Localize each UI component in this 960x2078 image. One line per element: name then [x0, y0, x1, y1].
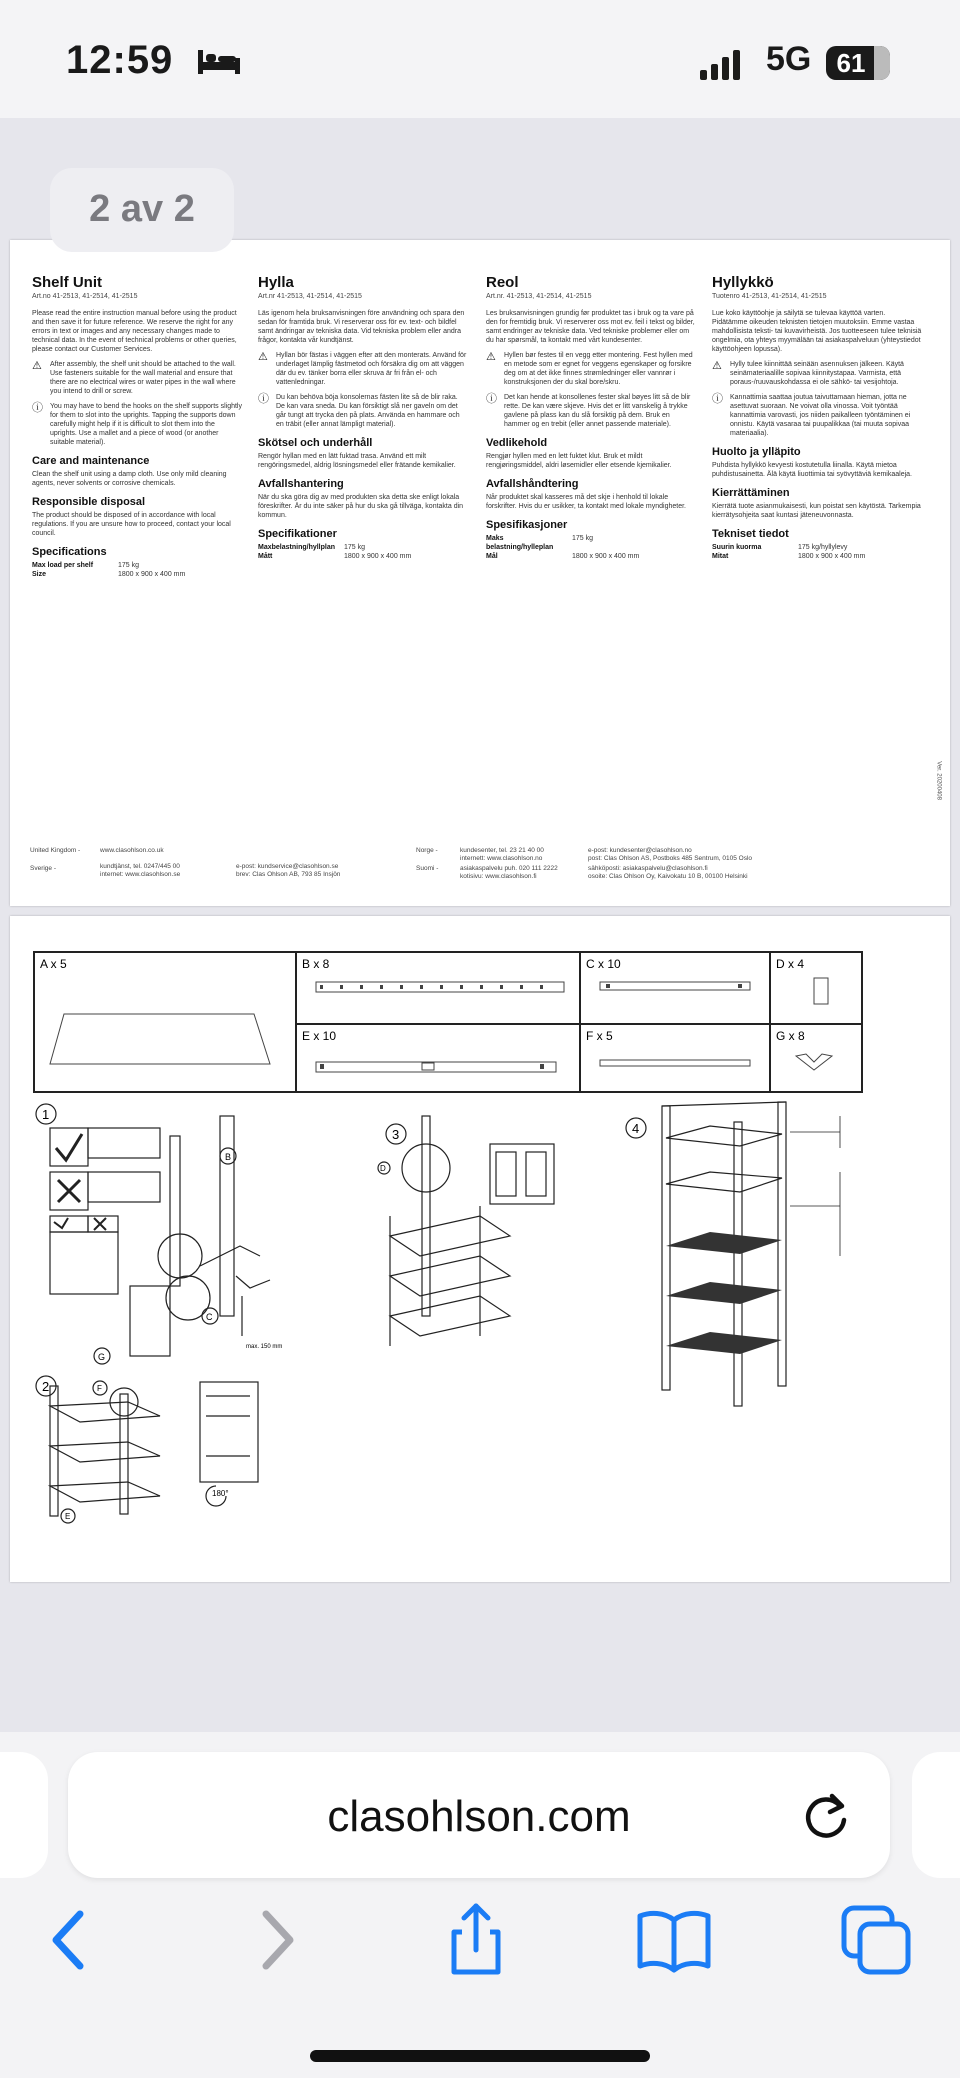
care-heading: Vedlikehold — [486, 437, 548, 449]
max-height-note: max. 150 mm — [246, 1344, 283, 1350]
column-swedish — [258, 274, 468, 561]
spec-value: 175 kg — [344, 544, 366, 551]
sleep-focus-icon — [196, 48, 242, 76]
care-heading: Care and maintenance — [32, 455, 150, 467]
bookmarks-icon[interactable] — [634, 1900, 714, 1980]
info-note — [32, 402, 242, 447]
spec-row — [258, 543, 468, 552]
contact-footer — [30, 846, 930, 886]
beam-e — [316, 1062, 556, 1072]
disposal-text: När du ska göra dig av med produkten ska detta ske enligt lokala föreskrifter. Är du inte säker på hur du ska gå tillväga, kontakta din kommun. — [258, 494, 464, 519]
warning-icon: ⚠ — [258, 351, 268, 363]
care-text: Puhdista hyllykkö kevyesti kostutetulla liinalla. Käytä mietoa puhdistusainetta. Älä käytä liuottimia tai syövyttäviä kemikaaleja. — [712, 462, 912, 478]
spec-heading: Specifications — [32, 546, 107, 558]
warning-note — [258, 351, 468, 387]
contact-line: internett: www.clasohlson.no — [460, 855, 543, 862]
callout-b: B — [225, 1152, 232, 1162]
disposal-text: The product should be disposed of in accordance with local regulations. If you are unsure how to proceed, contact your local council. — [32, 512, 231, 537]
column-english — [32, 274, 242, 579]
parts-grid — [34, 952, 862, 1092]
spec-value: 175 kg/hyllylevy — [798, 544, 848, 551]
intro-text: Les bruksanvisningen grundig før produktet tas i bruk og ta vare på den for fremtidig bruk. Vi reserverer oss mot ev. feil i tekst og bilder, samt endringer av tekniske data. Ved tekniske problemer eller om du har spørsmål, ta kontakt med vårt kundesenter. — [486, 310, 695, 344]
info-icon: ⓘ — [258, 393, 269, 405]
spec-row — [486, 552, 696, 561]
contact-line: sähköposti: asiakaspalvelu@clasohlson.fi — [588, 865, 708, 872]
previous-tab-peek[interactable] — [0, 1752, 48, 1878]
tabs-icon[interactable] — [836, 1900, 916, 1980]
pdf-page-2 — [10, 916, 950, 1582]
spec-label: Max load per shelf — [32, 562, 94, 569]
beam-f — [600, 1060, 750, 1066]
country-label: Suomi - — [416, 865, 439, 872]
assembly-diagram — [10, 916, 950, 1582]
warning-text: After assembly, the shelf unit should be attached to the wall. Use fasteners suitable for the wall material and ensure that there are no electrical wires or water pipes in the wall where you intend to drill or screw. — [50, 361, 236, 395]
spec-label: Suurin kuorma — [712, 544, 762, 551]
step-4-figure — [626, 1102, 786, 1406]
spec-value: 1800 x 900 x 400 mm — [344, 553, 412, 560]
column-title: Hylla — [258, 274, 294, 291]
info-icon: ⓘ — [712, 393, 723, 405]
battery-level: 61 — [836, 48, 866, 78]
status-bar — [0, 0, 960, 118]
contact-line: internet: www.clasohlson.se — [100, 871, 181, 878]
part-a-label: A x 5 — [40, 957, 67, 971]
info-note — [486, 393, 696, 429]
spec-label: Mål — [486, 553, 498, 560]
warning-text: Hyllan bör fästas i väggen efter att den monterats. Använd för underlaget lämplig fästmetod och försäkra dig om att väggen där du ev. tänker borra eller skruva är fri från el- och vattenledningar. — [276, 352, 467, 386]
column-finnish — [712, 274, 922, 561]
part-g-label: G x 8 — [776, 1029, 805, 1043]
page-indicator — [50, 168, 234, 252]
spec-row — [486, 534, 696, 552]
next-tab-peek[interactable] — [912, 1752, 960, 1878]
column-title: Shelf Unit — [32, 274, 102, 291]
disposal-heading: Avfallshåndtering — [486, 478, 579, 490]
spec-row — [32, 561, 242, 570]
spec-value: 175 kg — [118, 562, 140, 569]
contact-line: post: Clas Ohlson AS, Postboks 485 Sentrum, 0105 Oslo — [588, 855, 753, 862]
intro-text: Läs igenom hela bruksanvisningen före användning och spara den sedan för framtida bruk. Vi reserverar oss för ev. text- och bildfel samt ändringar av tekniska data. Vid tekniska problem eller andra frågor, kontakta vår kundtjänst. — [258, 310, 465, 344]
info-text: Du kan behöva böja konsolernas fästen lite så de blir raka. De kan vara sneda. Du kan försiktigt slå ner gaveln om det går tungt att trycka den på plats. Använda en hammare och en träbit (eller annat lämpligt material). — [276, 394, 460, 428]
disposal-text: Kierrätä tuote asianmukaisesti, kun poistat sen käytöstä. Tarkempia kierrätysohjeita saat kuntasi jäteneuvonnasta. — [712, 503, 921, 519]
spec-heading: Specifikationer — [258, 528, 337, 540]
address-bar[interactable] — [68, 1752, 890, 1878]
care-text: Rengör hyllan med en lätt fuktad trasa. Använd ett milt rengöringsmedel, aldrig lösningsmedel eller frätande kemikalier. — [258, 453, 456, 469]
callout-f: F — [97, 1384, 102, 1393]
info-text: Kannattimia saattaa joutua taivuttamaan hieman, jotta ne asettuvat suoraan. Ne voivat olla vinossa. Voit työntää kannattimia varovasti, jos niiden paikalleen työntäminen ei onnistu. Käytä vasaraa tai puupalikkaa (tai muuta sopivaa materiaalia). — [730, 394, 911, 437]
warning-icon: ⚠ — [712, 360, 722, 372]
spec-label: Mitat — [712, 553, 729, 560]
spec-value: 175 kg — [572, 535, 594, 542]
step-3-number: 3 — [392, 1127, 400, 1142]
contact-line: asiakaspalvelu puh. 020 111 2222 — [460, 865, 558, 872]
page-indicator-text: 2 av 2 — [89, 188, 195, 230]
spec-label: Mått — [258, 553, 273, 560]
warning-text: Hyllen bør festes til en vegg etter montering. Fest hyllen med en metode som er egnet for veggens egenskaper og forsikre deg om at det ikke finnes strømledninger eller vannrør i konstruksjonen der du skal bore/skru. — [504, 352, 693, 386]
spec-label: Maks belastning/hylleplan — [486, 535, 554, 551]
care-text: Clean the shelf unit using a damp cloth. Use only mild cleaning agents, never solvents or corrosive chemicals. — [32, 471, 227, 487]
country-label: Sverige - — [30, 865, 57, 872]
spec-heading: Tekniset tiedot — [712, 528, 789, 540]
shelf-board-a — [50, 1014, 270, 1064]
care-heading: Skötsel och underhåll — [258, 437, 373, 449]
info-icon: ⓘ — [486, 393, 497, 405]
step-3-figure — [378, 1116, 554, 1346]
column-norwegian — [486, 274, 696, 561]
info-note — [712, 393, 922, 438]
care-heading: Huolto ja ylläpito — [712, 446, 801, 458]
step-1-number: 1 — [42, 1107, 50, 1122]
spec-row — [712, 543, 922, 552]
contact-line: kotisivu: www.clasohlson.fi — [460, 873, 537, 880]
callout-g: G — [98, 1352, 106, 1362]
step-4-number: 4 — [632, 1121, 640, 1136]
contact-line: kundesenter, tel. 23 21 40 00 — [460, 847, 544, 854]
bracket-g — [796, 1054, 832, 1070]
article-number: Art.nr 41-2513, 41-2514, 41-2515 — [258, 293, 362, 300]
spec-row — [258, 552, 468, 561]
part-d-label: D x 4 — [776, 957, 805, 971]
spec-row — [712, 552, 922, 561]
warning-note — [32, 360, 242, 396]
intro-text: Lue koko käyttöohje ja säilytä se tulevaa käyttöä varten. Pidätämme oikeuden teknisten tietojen muutoksiin. Emme vastaa mahdollisista teksti- tai kuvavirheistä. Jos tuotteeseen tulee teknisiä ongelmia, ota yhteys myymälään tai asiakaspalveluun (yhteystiedot käyttöohjeen lopussa). — [712, 310, 922, 353]
pdf-page-1 — [10, 240, 950, 906]
spec-row — [32, 570, 242, 579]
contact-line: e-post: kundesenter@clasohlson.no — [588, 847, 692, 854]
column-title: Hyllykkö — [712, 274, 774, 291]
article-number: Art.nr. 41-2513, 41-2514, 41-2515 — [486, 293, 592, 300]
warning-note — [712, 360, 922, 387]
part-f-label: F x 5 — [586, 1029, 613, 1043]
column-title: Reol — [486, 274, 519, 291]
spec-label: Maxbelastning/hyllplan — [258, 544, 336, 551]
spec-value: 1800 x 900 x 400 mm — [572, 553, 640, 560]
article-number: Tuotenro 41-2513, 41-2514, 41-2515 — [712, 293, 827, 300]
step-4-shelves — [666, 1232, 782, 1354]
network-type: 5G — [766, 40, 812, 78]
step-2-figure — [36, 1376, 258, 1523]
spec-value: 1800 x 900 x 400 mm — [798, 553, 866, 560]
country-label: Norge - — [416, 847, 438, 854]
browser-bottom-bar — [0, 1732, 960, 2078]
warning-note — [486, 351, 696, 387]
info-text: You may have to bend the hooks on the shelf supports slightly for them to slot into the uprights. Tapping the supports down carefully might help if it is difficult to slot them into the uprights. Use a mallet and a piece of wood (or another suitable material). — [50, 403, 242, 446]
part-b-label: B x 8 — [302, 957, 330, 971]
contact-line: brev: Clas Ohlson AB, 793 85 Insjön — [236, 871, 341, 878]
spec-label: Size — [32, 571, 47, 578]
disposal-heading: Kierrättäminen — [712, 487, 790, 499]
warning-text: Hylly tulee kiinnittää seinään asennuksen jälkeen. Käytä seinämateriaalille sopivaa kiinnitystapaa. Varmista, että poraus-/ruuvauskohdassa ei ole sähkö- tai vesijohtoja. — [730, 361, 904, 386]
reload-icon[interactable] — [796, 1786, 854, 1844]
disposal-heading: Avfallshantering — [258, 478, 344, 490]
spec-heading: Spesifikasjoner — [486, 519, 568, 531]
care-text: Rengjør hyllen med en lett fuktet klut. Bruk et mildt rengjøringsmiddel, aldri løsemidler eller etsende kjemikalier. — [486, 453, 672, 469]
back-icon[interactable] — [30, 1900, 110, 1980]
country-label: United Kingdom - — [30, 847, 81, 854]
callout-c: C — [206, 1312, 213, 1322]
article-number: Art.no 41-2513, 41-2514, 41-2515 — [32, 293, 138, 300]
home-indicator[interactable] — [310, 2050, 650, 2062]
contact-line: kundtjänst, tel. 0247/445 00 — [100, 863, 180, 870]
beam-c — [600, 982, 750, 990]
info-text: Det kan hende at konsollenes fester skal bøyes litt så de blir rette. De kan være skjeve. Hvis det er litt vanskelig å trykke gavlene på plass kan du slå forsiktig på dem. Bruk en hammer og en trebit (eller annet passende materiale). — [504, 394, 691, 428]
disposal-heading: Responsible disposal — [32, 496, 146, 508]
disposal-text: Når produktet skal kasseres må det skje i henhold til lokale forskrifter. Hvis du er usikker, ta kontakt med lokale myndigheter. — [486, 494, 686, 510]
url-text: clasohlson.com — [327, 1792, 631, 1841]
hook-d — [814, 978, 828, 1004]
callout-e: E — [65, 1512, 71, 1521]
spec-value: 1800 x 900 x 400 mm — [118, 571, 186, 578]
version-code: Ver. 20200408 — [936, 761, 942, 800]
warning-icon: ⚠ — [32, 360, 42, 372]
contact-line: e-post: kundservice@clasohlson.se — [236, 863, 339, 870]
forward-icon[interactable] — [236, 1900, 316, 1980]
part-e-label: E x 10 — [302, 1029, 337, 1043]
clock: 12:59 — [66, 38, 174, 82]
callout-d: D — [380, 1164, 386, 1173]
info-note — [258, 393, 468, 429]
step-1-figure — [36, 1104, 270, 1364]
intro-text: Please read the entire instruction manual before using the product and then save it for future reference. We reserve the right for any errors in text or images and any necessary changes made to technical data. In the event of technical problems or other queries, please contact our Customer Services. — [32, 310, 237, 353]
cellular-signal-icon — [700, 50, 744, 80]
step-2-number: 2 — [42, 1379, 50, 1394]
battery-icon — [826, 46, 890, 80]
rotation-note: 180° — [212, 1489, 229, 1498]
warning-icon: ⚠ — [486, 351, 496, 363]
share-icon[interactable] — [436, 1900, 516, 1980]
part-c-label: C x 10 — [586, 957, 621, 971]
contact-line: osoite: Clas Ohlson Oy, Kaivokatu 10 B, 00100 Helsinki — [588, 873, 748, 880]
contact-line: www.clasohlson.co.uk — [100, 847, 164, 854]
info-icon: ⓘ — [32, 402, 43, 414]
